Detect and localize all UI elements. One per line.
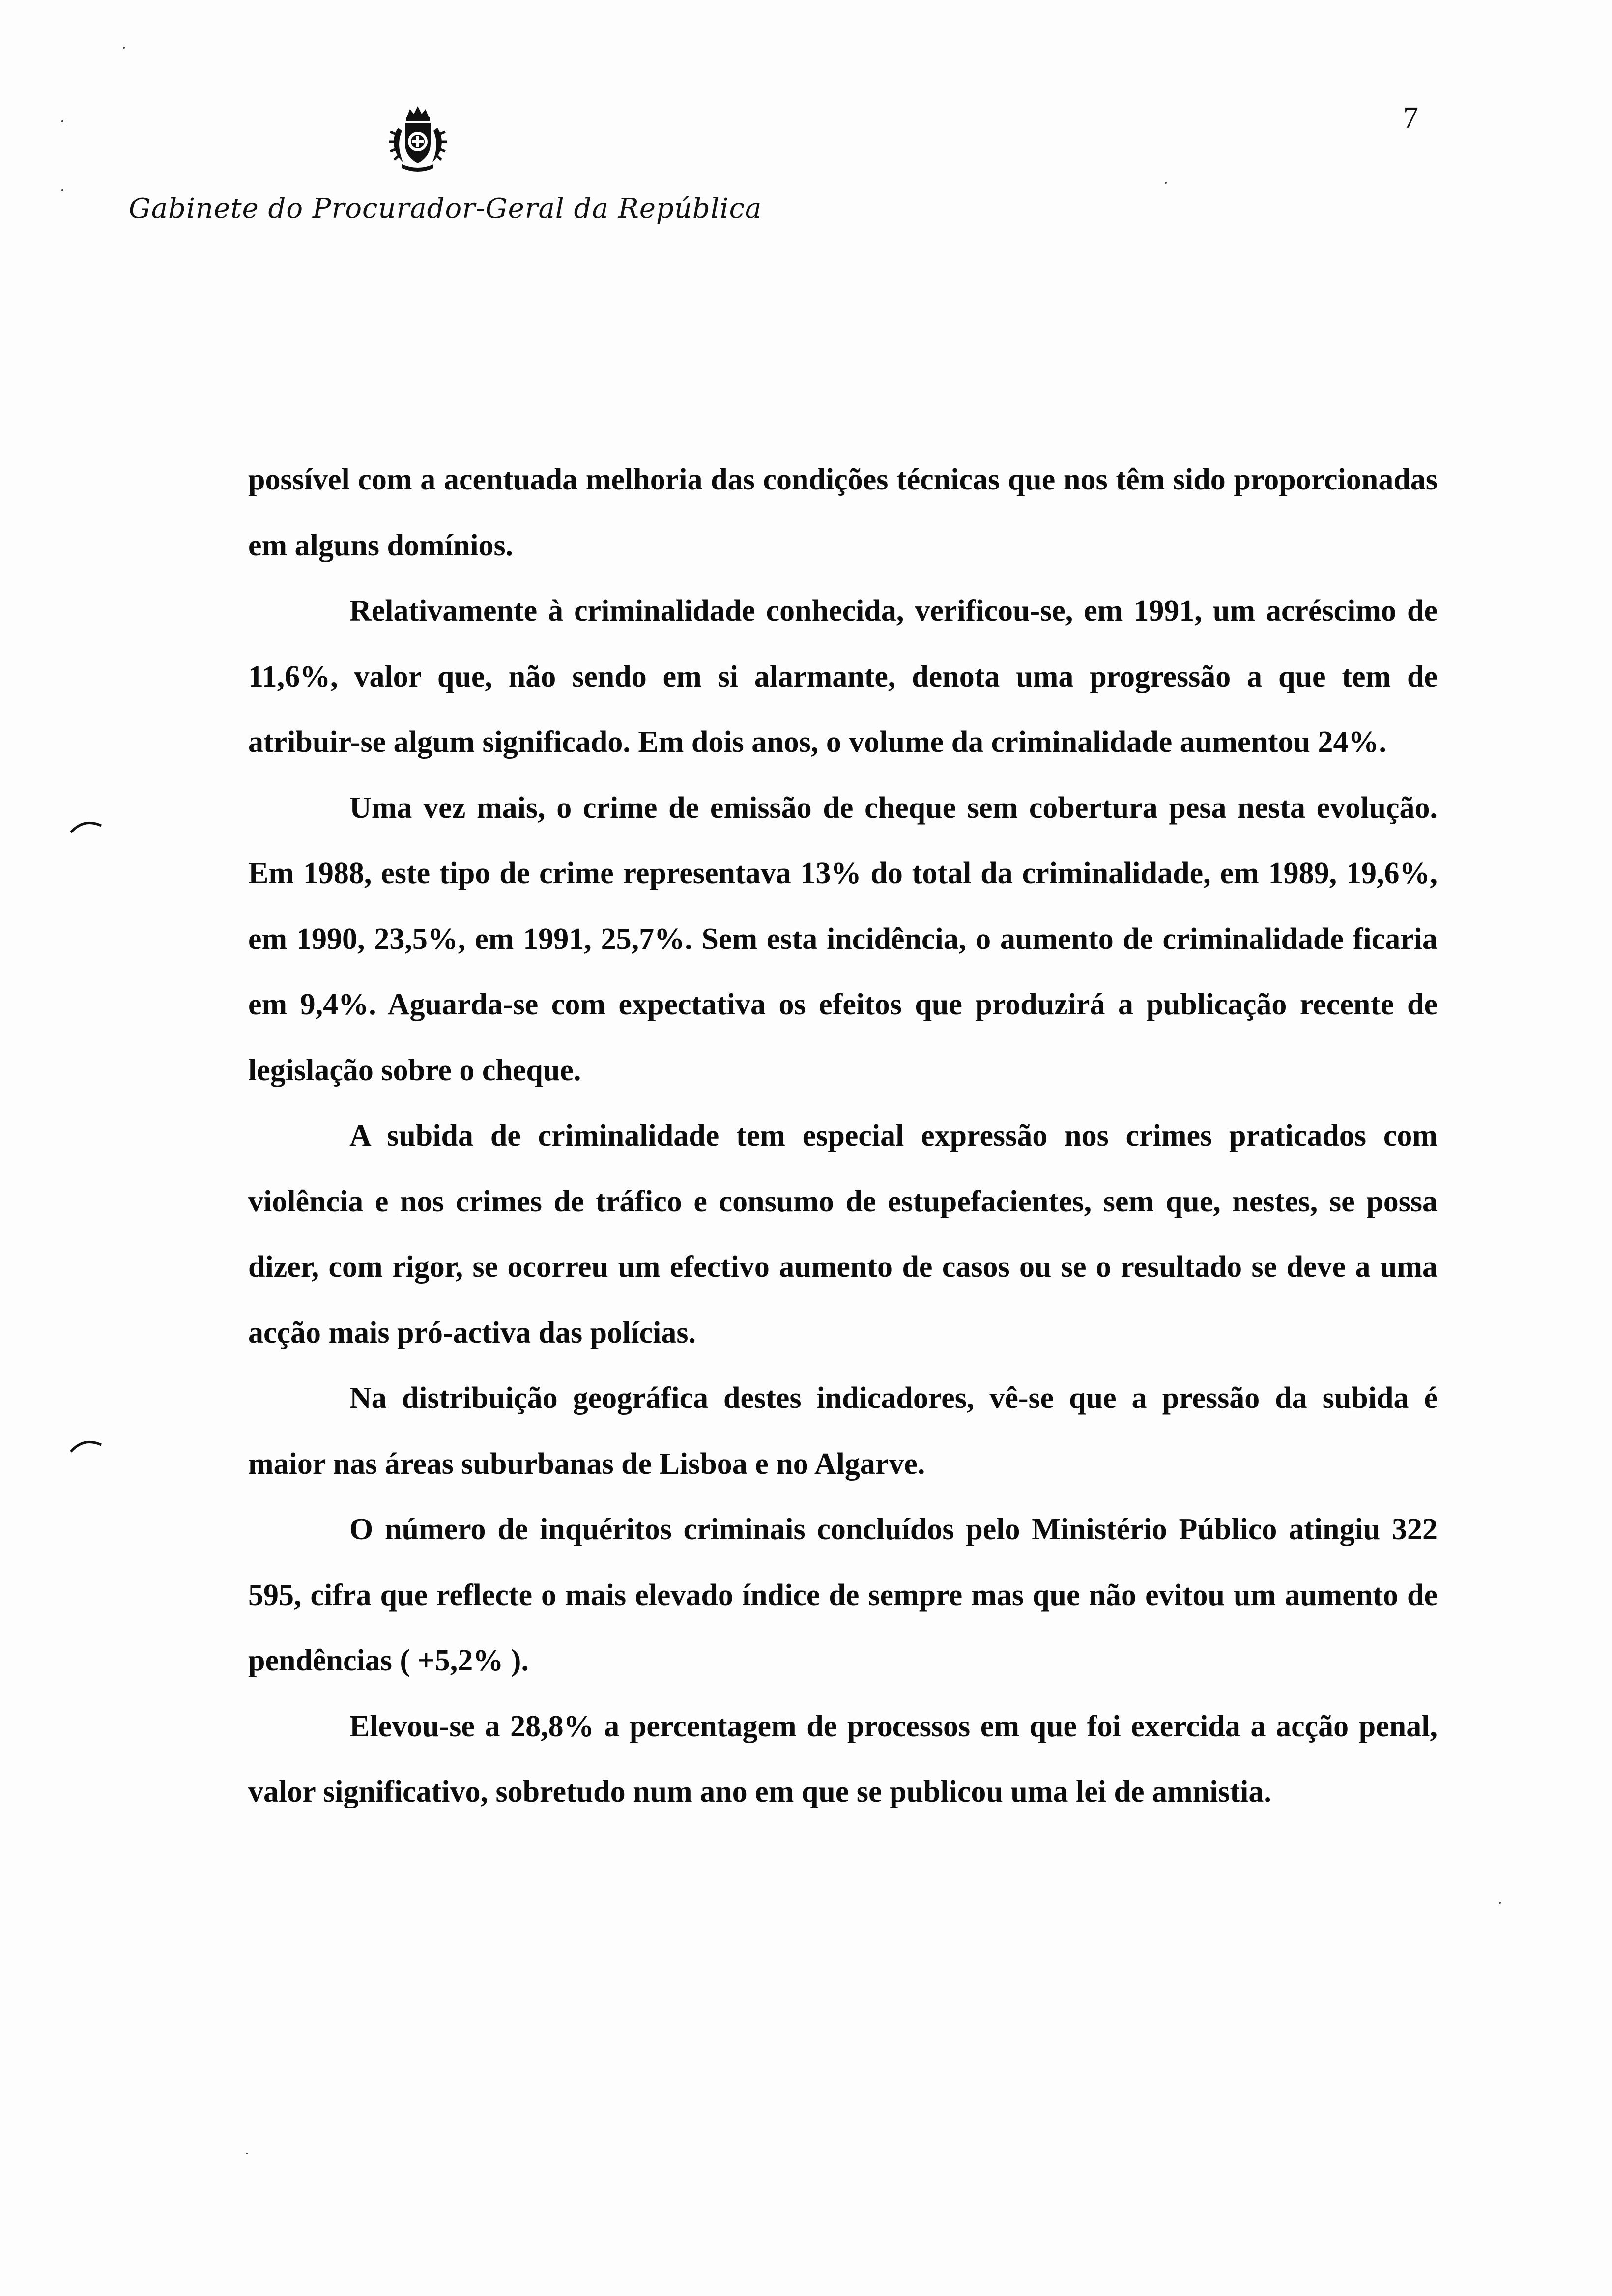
- paragraph: A subida de criminalidade tem especial expressão nos crimes praticados com violência e nos crimes de tráfico e consumo de estupefacientes, sem que, nestes, se possa dizer, com rigor, se ocorreu um efectivo aumento de casos ou se o resultado se deve a uma acção mais pró-activa das polícias.: [248, 1119, 1438, 1349]
- paragraph: possível com a acentuada melhoria das condições técnicas que nos têm sido proporcionadas em alguns domínios.: [248, 463, 1438, 562]
- scan-speck: [1165, 182, 1167, 184]
- scan-speck: [61, 189, 63, 191]
- paragraph: Na distribuição geográfica destes indicadores, vê-se que a pressão da subida é maior nas áreas suburbanas de Lisboa e no Algarve.: [248, 1381, 1438, 1481]
- paragraph: Uma vez mais, o crime de emissão de cheque sem cobertura pesa nesta evolução. Em 1988, este tipo de crime representava 13% do total da criminalidade, em 1989, 19,6%, em 1990, 23,5%, em 1991, 25,7%. Sem esta incidência, o aumento de criminalidade ficaria em 9,4%. Aguarda-se com expectativa os efeitos que produzirá a publicação recente de legislação sobre o cheque.: [248, 791, 1438, 1087]
- scan-speck: [61, 120, 63, 122]
- page-number: 7: [1403, 101, 1418, 135]
- punch-hole-mark: [69, 1435, 103, 1455]
- body-text: [248, 447, 1438, 1825]
- scan-speck: [123, 47, 125, 49]
- coat-of-arms-icon: [388, 103, 447, 172]
- letterhead-title: Gabinete do Procurador-Geral da República: [129, 193, 762, 225]
- punch-hole-mark: [69, 816, 103, 835]
- scan-speck: [246, 2152, 248, 2154]
- paragraph: Relativamente à criminalidade conhecida, verificou-se, em 1991, um acréscimo de 11,6%, valor que, não sendo em si alarmante, denota uma progressão a que tem de atribuir-se algum significado. Em dois anos, o volume da criminalidade aumentou 24%.: [248, 594, 1438, 759]
- scan-speck: [1499, 1902, 1501, 1904]
- paragraph: O número de inquéritos criminais concluídos pelo Ministério Público atingiu 322 595, cifra que reflecte o mais elevado índice de sempre mas que não evitou um aumento de pendências ( +5,2% ).: [248, 1513, 1438, 1677]
- paragraph: Elevou-se a 28,8% a percentagem de processos em que foi exercida a acção penal, valor significativo, sobretudo num ano em que se publicou uma lei de amnistia.: [248, 1709, 1438, 1808]
